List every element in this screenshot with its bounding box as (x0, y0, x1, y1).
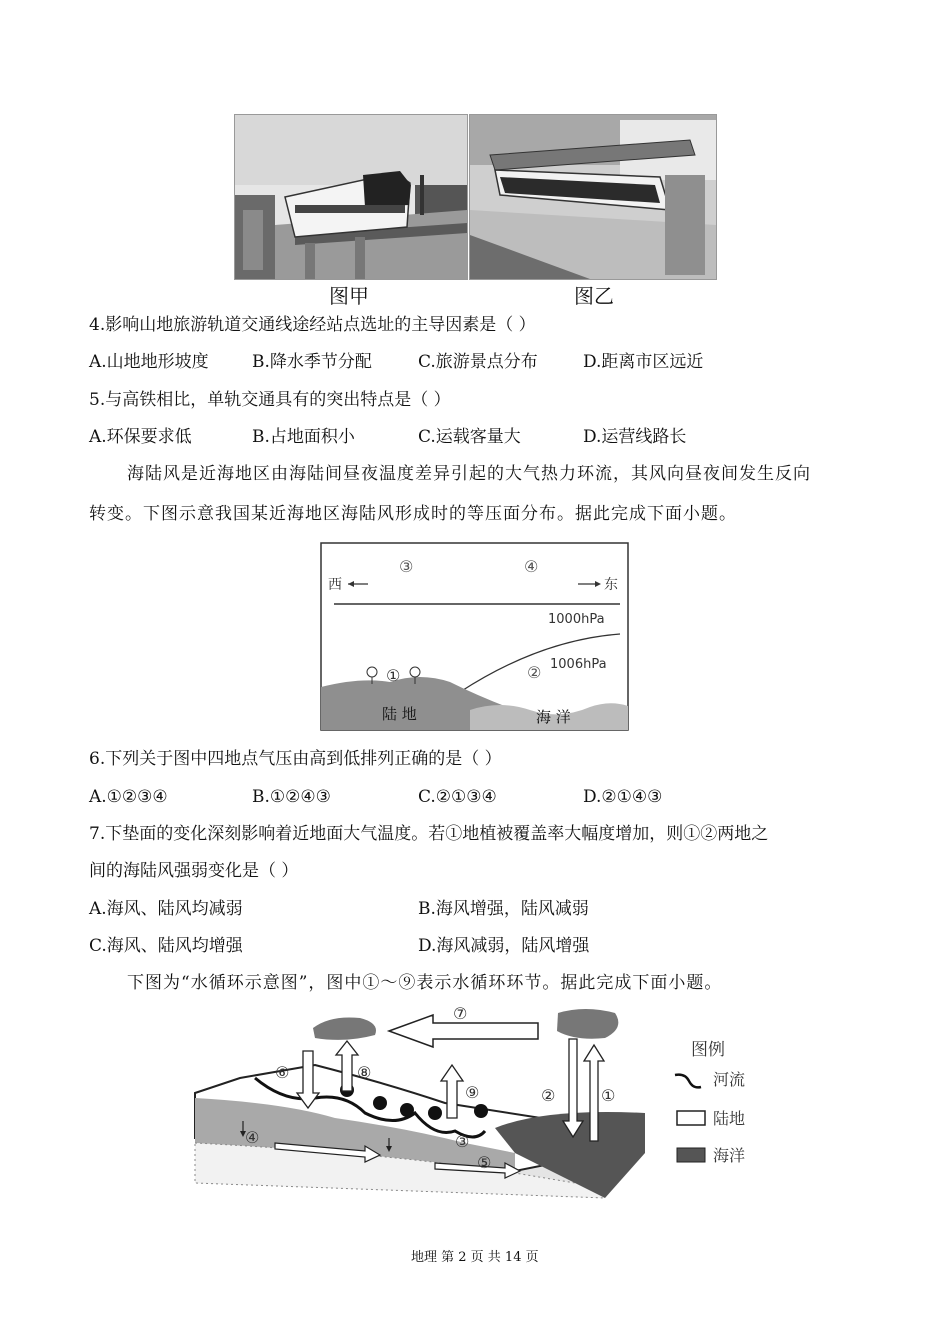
q6-option-c[interactable]: C.②①③④ (418, 787, 497, 807)
isobar-figure (320, 542, 630, 732)
point-3-label: ③ (399, 557, 414, 576)
tree-icon (373, 1096, 387, 1110)
arrow-2 (563, 1039, 583, 1137)
label-4: ④ (245, 1128, 260, 1147)
intro-sea-land-breeze-2: 转变。下图示意我国某近海地区海陆风形成时的等压面分布。据此完成下面小题。 (89, 504, 737, 524)
q7-stem-line2: 间的海陆风强弱变化是（ ） (89, 861, 299, 881)
sea-label: 海 洋 (536, 708, 571, 726)
label-1: ① (601, 1086, 616, 1105)
water-cycle-figure (185, 1003, 785, 1203)
page-footer: 地理 第 2 页 共 14 页 (411, 1250, 539, 1265)
cloud-right (557, 1009, 618, 1039)
photo-b (469, 114, 717, 280)
q6-stem: 6.下列关于图中四地点气压由高到低排列正确的是（ ） (89, 749, 502, 769)
caption-b: 图乙 (574, 284, 614, 308)
isobar-1000-label: 1000hPa (548, 612, 605, 627)
intro-sea-land-breeze-1: 海陆风是近海地区由海陆间昼夜温度差异引起的大气热力环流，其风向昼夜间发生反向 (127, 464, 811, 484)
tree-icon (367, 667, 377, 677)
q7-option-a[interactable]: A.海风、陆风均减弱 (89, 899, 243, 919)
legend-sea-swatch (677, 1148, 705, 1162)
q7-option-d[interactable]: D.海风减弱，陆风增强 (418, 936, 590, 956)
q5-option-b[interactable]: B.占地面积小 (252, 427, 355, 447)
label-9: ⑨ (465, 1083, 480, 1102)
q6-option-b[interactable]: B.①②④③ (252, 787, 331, 807)
q5-option-d[interactable]: D.运营线路长 (583, 427, 687, 447)
cloud-left (313, 1017, 376, 1039)
q5-option-c[interactable]: C.运载客量大 (418, 427, 521, 447)
legend-land: 陆地 (713, 1109, 746, 1128)
legend-river: 河流 (713, 1070, 746, 1089)
point-2-label: ② (527, 663, 542, 682)
photo-a (234, 114, 468, 280)
q4-option-c[interactable]: C.旅游景点分布 (418, 352, 538, 372)
q7-option-c[interactable]: C.海风、陆风均增强 (89, 936, 243, 956)
point-4-label: ④ (524, 557, 539, 576)
monorail-photo-b (470, 115, 716, 279)
legend-river-icon (675, 1075, 701, 1088)
legend-title: 图例 (691, 1040, 725, 1060)
monorail-photo-a (235, 115, 467, 279)
tree-icon (428, 1106, 442, 1120)
q7-stem-line1: 7.下垫面的变化深刻影响着近地面大气温度。若①地植被覆盖率大幅度增加，则①②两地之 (89, 824, 769, 844)
legend-sea: 海洋 (713, 1146, 746, 1165)
land-label: 陆 地 (382, 705, 417, 723)
legend-land-swatch (677, 1111, 705, 1125)
isobar-1006-label: 1006hPa (550, 657, 607, 672)
q6-option-d[interactable]: D.②①④③ (583, 787, 663, 807)
east-label: 东 (604, 577, 618, 593)
label-8: ⑧ (357, 1063, 372, 1082)
caption-a: 图甲 (329, 284, 369, 308)
q6-option-a[interactable]: A.①②③④ (89, 787, 168, 807)
q5-stem: 5.与高铁相比，单轨交通具有的突出特点是（ ） (89, 390, 451, 410)
q4-option-a[interactable]: A.山地地形坡度 (89, 352, 209, 372)
label-3: ③ (455, 1132, 470, 1151)
point-1-label: ① (386, 666, 401, 685)
q4-stem: 4.影响山地旅游轨道交通线途经站点选址的主导因素是（ ） (89, 315, 536, 335)
q4-option-b[interactable]: B.降水季节分配 (252, 352, 372, 372)
q7-option-b[interactable]: B.海风增强，陆风减弱 (418, 899, 589, 919)
label-6: ⑥ (275, 1063, 290, 1082)
label-2: ② (541, 1086, 556, 1105)
label-7: ⑦ (453, 1004, 468, 1023)
tree-icon (410, 667, 420, 677)
west-label: 西 (328, 577, 342, 593)
q5-option-a[interactable]: A.环保要求低 (89, 427, 192, 447)
intro-water-cycle: 下图为“水循环示意图”，图中①～⑨表示水循环环节。据此完成下面小题。 (127, 973, 723, 993)
label-5: ⑤ (477, 1153, 492, 1172)
tree-icon (400, 1103, 414, 1117)
q4-option-d[interactable]: D.距离市区远近 (583, 352, 704, 372)
tree-icon (474, 1104, 488, 1118)
